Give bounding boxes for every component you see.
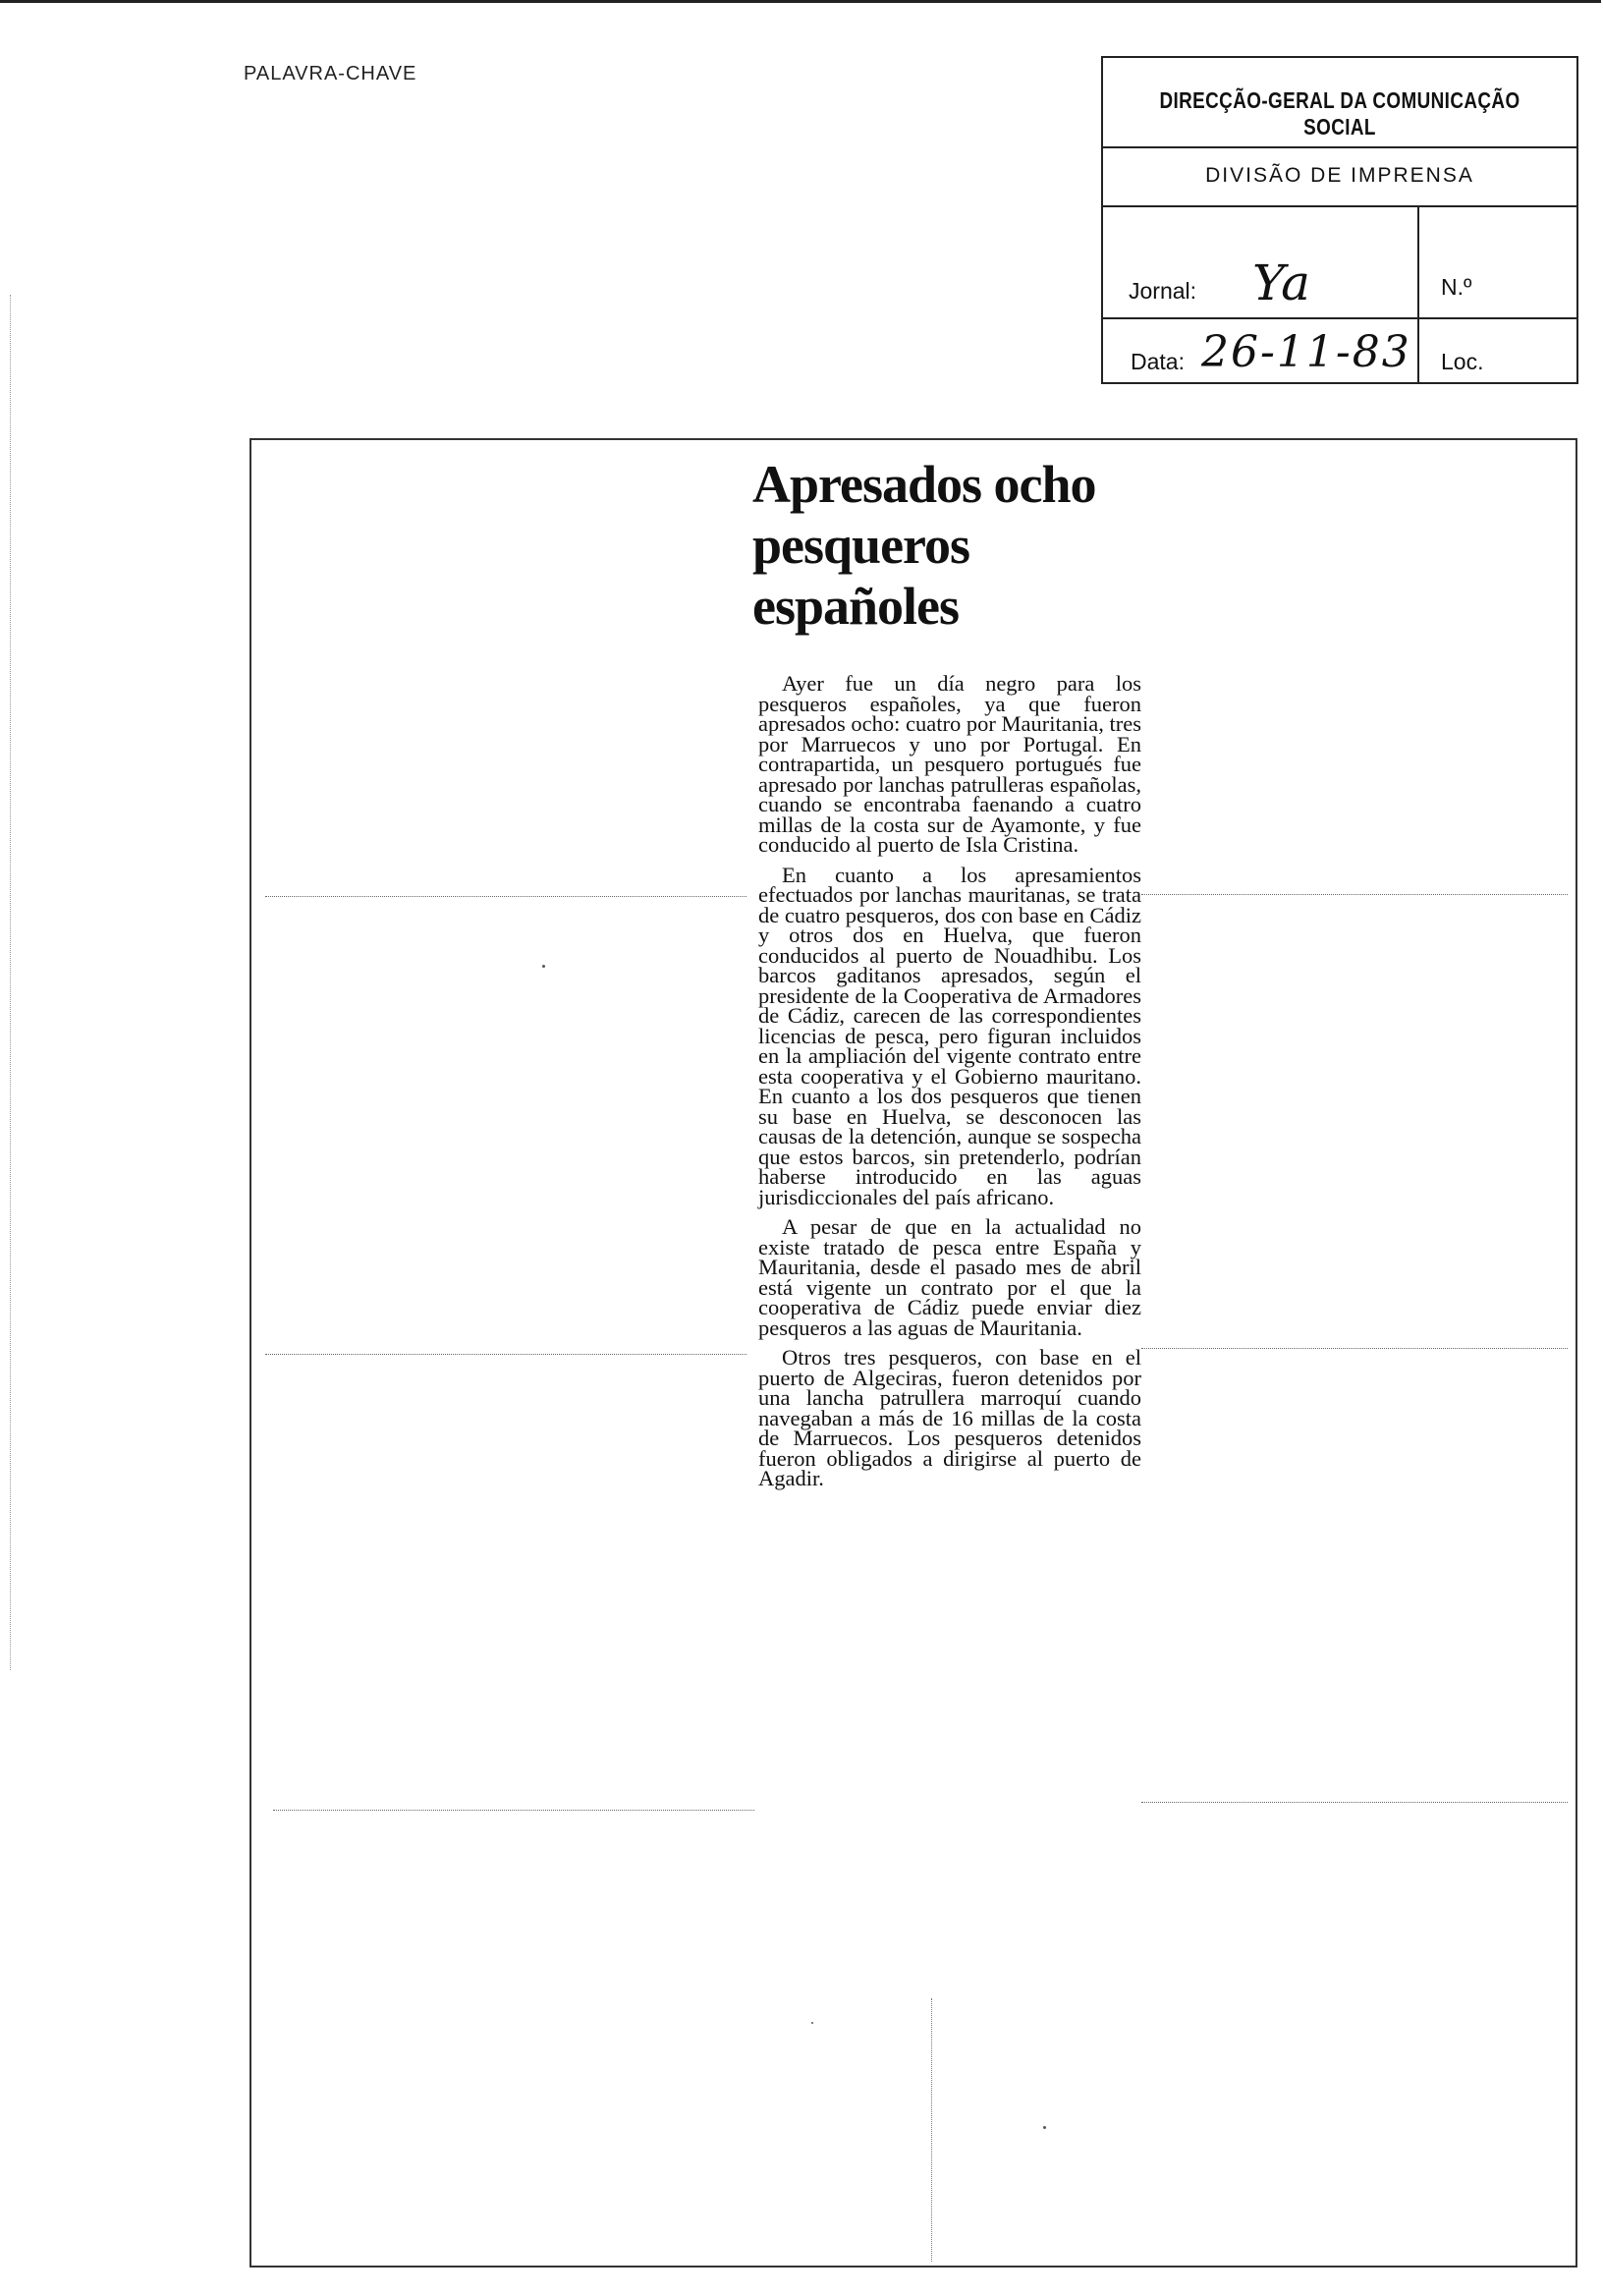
keyword-label: PALAVRA-CHAVE <box>244 63 417 84</box>
date-label: Data: <box>1131 349 1185 374</box>
fold-guide <box>265 1354 746 1355</box>
fold-guide <box>1141 1802 1568 1803</box>
stamp-divider <box>1417 207 1419 384</box>
stamp-division: DIVISÃO DE IMPRENSA <box>1205 164 1474 187</box>
stamp-division-row <box>1103 148 1576 207</box>
stamp-title-row <box>1103 58 1576 148</box>
press-stamp <box>1101 56 1578 384</box>
number-label: N.º <box>1441 274 1472 300</box>
stamp-title: DIRECÇÃO-GERAL DA COMUNICAÇÃO SOCIAL <box>1159 87 1520 140</box>
article-paragraph: En cuanto a los apresamientos efectuados por lanchas mauritanas, se trata de cuatro pesqueros, dos con base en Cádiz y otros dos en Huelva, que fueron conducidos al puerto de Nouadhibu. Los barcos gaditanos apresados, según el presidente de la Cooperativa de Armadores de Cádiz, carecen de las correspondientes licencias de pesca, pero figuran incluidos en la ampliación del vigente contrato entre esta cooperativa y el Gobierno mauritano. En cuanto a los dos pesqueros que tienen su base en Huelva, se desconocen las causas de la detención, aunque se sospecha que estos barcos, sin pretenderlo, podrían haberse introducido en las aguas jurisdiccionales del país africano. <box>758 862 1141 1209</box>
stamp-fields <box>1103 207 1576 384</box>
scan-speck <box>1043 2126 1046 2129</box>
fold-guide <box>931 1998 932 2262</box>
article-clipping <box>249 438 1577 2268</box>
article-paragraph: Otros tres pesqueros, con base en el puerto de Algeciras, fueron detenidos por una lancha patrullera marroquí cuando navegaban a más de 16 millas de la costa de Marruecos. Los pesqueros detenidos fueron obligados a dirigirse al puerto de Agadir. <box>758 1345 1141 1490</box>
article-headline: Apresados ocho pesqueros españoles <box>752 455 1096 636</box>
fold-guide <box>1141 1348 1568 1349</box>
article-paragraph: Ayer fue un día negro para los pesqueros españoles, ya que fueron apresados ocho: cuatro por Mauritania, tres por Marruecos y uno por Portugal. En contrapartida, un pesquero portugués fue apresado por lanchas patrulleras españolas, cuando se encontraba faenando a cuatro millas de la costa sur de Ayamonte, y fue conducido al puerto de Isla Cristina. <box>758 671 1141 857</box>
jornal-value: Ya <box>1252 254 1310 311</box>
fold-guide <box>273 1810 754 1811</box>
article-body <box>758 671 1141 1499</box>
fold-guide <box>265 896 746 897</box>
scan-edge <box>10 295 12 1670</box>
date-value: 26-11-83 <box>1201 327 1411 377</box>
article-paragraph: A pesar de que en la actualidad no existe tratado de pesca entre España y Mauritania, desde el pasado mes de abril está vigente un contrato por el que la cooperativa de Cádiz puede enviar diez pesqueros a las aguas de Mauritania. <box>758 1214 1141 1340</box>
stamp-separator <box>1103 317 1576 319</box>
fold-guide <box>1141 894 1568 895</box>
scan-speck <box>811 2022 813 2024</box>
jornal-label: Jornal: <box>1129 278 1197 304</box>
scan-speck <box>542 965 545 968</box>
loc-label: Loc. <box>1441 349 1484 374</box>
